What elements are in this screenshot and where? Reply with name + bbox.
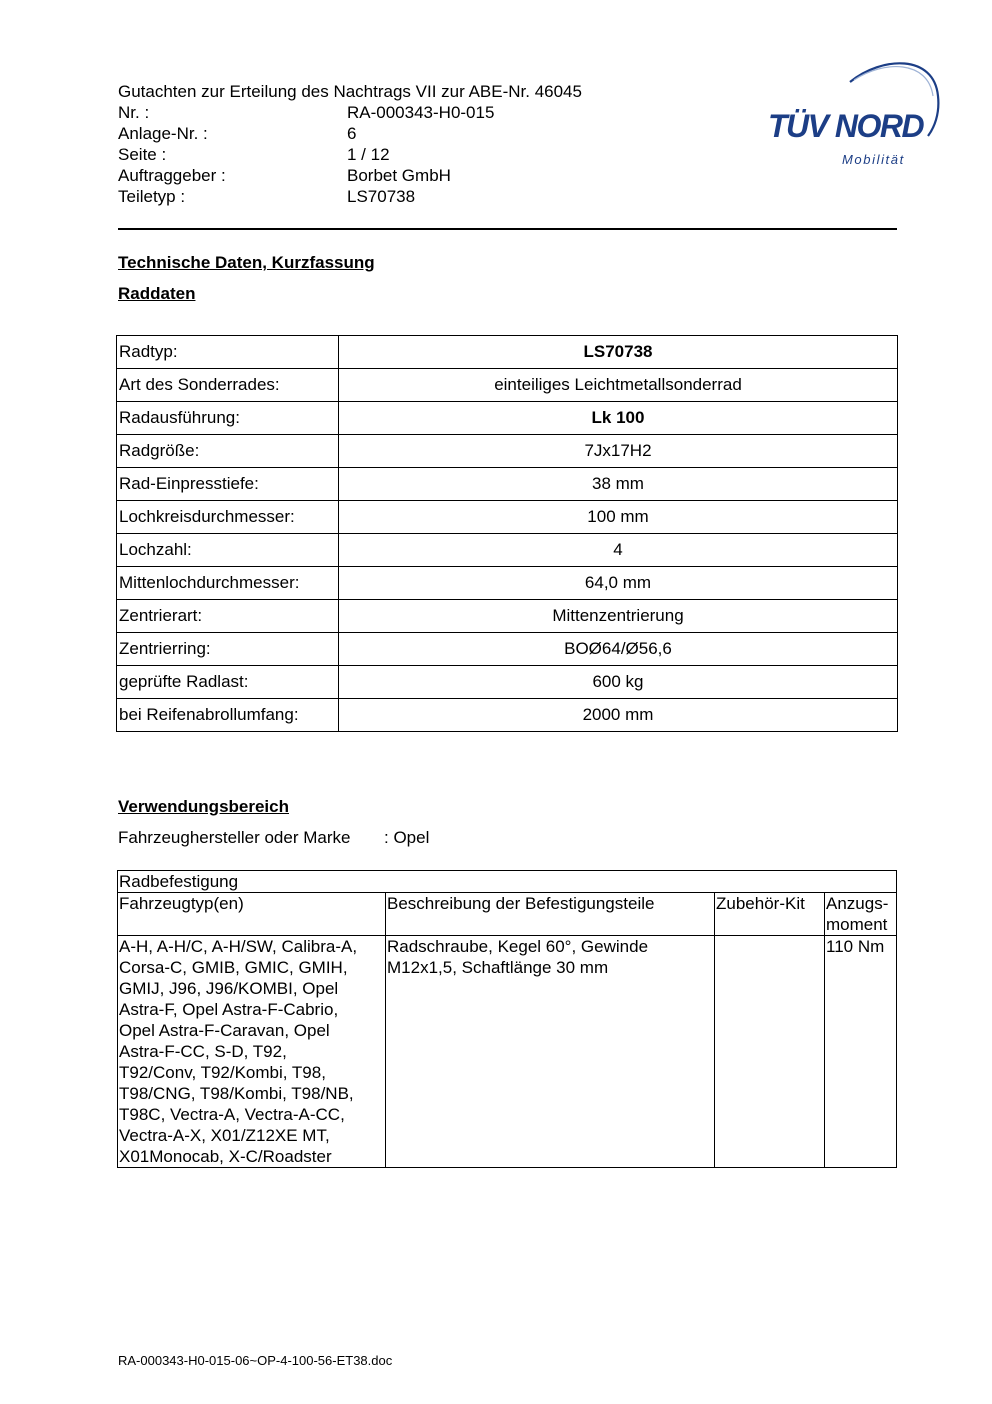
header-label: Nr. : (118, 103, 150, 122)
table-row (117, 699, 898, 732)
header-row-nr (118, 102, 494, 123)
row-value: 100 mm (339, 501, 898, 534)
cell-beschreibung (386, 936, 715, 1168)
row-value: 2000 mm (339, 699, 898, 732)
vehicle-types-line: Astra-F-CC, S-D, T92, (119, 1042, 287, 1061)
logo-brand: TÜV NORD (768, 108, 924, 144)
header-row-anlage (118, 123, 494, 144)
row-value: LS70738 (339, 336, 898, 369)
description-line: Radschraube, Kegel 60°, Gewinde (387, 937, 649, 956)
header-row-seite (118, 144, 494, 165)
header-label: Anlage-Nr. : (118, 124, 208, 143)
cell-fahrzeugtypen (118, 936, 386, 1168)
vehicle-types-line: Corsa-C, GMIB, GMIC, GMIH, (119, 958, 348, 977)
header-value: 1 / 12 (347, 145, 390, 164)
vehicle-types-line: A-H, A-H/C, A-H/SW, Calibra-A, (119, 937, 358, 956)
vehicle-types-line: T98C, Vectra-A, Vectra-A-CC, (119, 1105, 345, 1124)
row-value: 600 kg (339, 666, 898, 699)
row-label: Radtyp: (117, 336, 339, 369)
table-header-row (118, 893, 897, 936)
table-row (117, 567, 898, 600)
row-value: Lk 100 (339, 402, 898, 435)
section-heading-technik: Technische Daten, Kurzfassung (118, 253, 375, 272)
header-row-auftraggeber (118, 165, 494, 186)
header-label: Teiletyp : (118, 187, 186, 206)
vehicle-types-line: X01Monocab, X-C/Roadster (119, 1147, 332, 1166)
description-line: M12x1,5, Schaftlänge 30 mm (387, 958, 609, 977)
row-label: Radausführung: (117, 402, 339, 435)
cell-anzugsmoment: 110 Nm (825, 936, 897, 1168)
row-label: Art des Sonderrades: (117, 369, 339, 402)
tuv-nord-logo (762, 56, 952, 176)
vehicle-types-line: Vectra-A-X, X01/Z12XE MT, (119, 1126, 330, 1145)
manufacturer-line (118, 828, 429, 848)
header-info (118, 102, 494, 207)
row-label: Mittenlochdurchmesser: (117, 567, 339, 600)
vehicle-types-line: GMIJ, J96, J96/KOMBI, Opel (119, 979, 339, 998)
header-label: Auftraggeber : (118, 166, 226, 185)
manufacturer-value: : Opel (384, 828, 430, 847)
vehicle-types-line: T92/Conv, T92/Kombi, T98, (119, 1063, 326, 1082)
row-label: Radgröße: (117, 435, 339, 468)
radbefestigung-table (117, 870, 897, 1168)
row-label: Lochzahl: (117, 534, 339, 567)
header-divider (118, 228, 897, 230)
table-row (117, 633, 898, 666)
column-header-zubehoer: Zubehör-Kit (715, 893, 825, 936)
table-row (117, 666, 898, 699)
row-label: geprüfte Radlast: (117, 666, 339, 699)
section-heading-verwendung: Verwendungsbereich (118, 797, 289, 816)
row-label: Zentrierart: (117, 600, 339, 633)
table-row (117, 468, 898, 501)
header-value: RA-000343-H0-015 (347, 103, 495, 122)
vehicle-types-line: Astra-F, Opel Astra-F-Cabrio, (119, 1000, 339, 1019)
report-title: Gutachten zur Erteilung des Nachtrags VII zur ABE-Nr. 46045 (118, 82, 582, 101)
header-value: Borbet GmbH (347, 166, 451, 185)
cell-zubehoer-kit (715, 936, 825, 1168)
manufacturer-label: Fahrzeughersteller oder Marke (118, 828, 351, 847)
row-value: BOØ64/Ø56,6 (339, 633, 898, 666)
footer-filename: RA-000343-H0-015-06~OP-4-100-56-ET38.doc (118, 1353, 393, 1368)
vehicle-types-line: Opel Astra-F-Caravan, Opel (119, 1021, 330, 1040)
header-label: Seite : (118, 145, 167, 164)
row-label: Lochkreisdurchmesser: (117, 501, 339, 534)
row-value: einteiliges Leichtmetallsonderrad (339, 369, 898, 402)
row-label: Zentrierring: (117, 633, 339, 666)
column-header-fahrzeugtyp: Fahrzeugtyp(en) (118, 893, 386, 936)
row-label: bei Reifenabrollumfang: (117, 699, 339, 732)
column-header-beschreibung: Beschreibung der Befestigungsteile (386, 893, 715, 936)
table-row (117, 435, 898, 468)
table-row (117, 501, 898, 534)
table-row (117, 336, 898, 369)
row-value: 7Jx17H2 (339, 435, 898, 468)
logo-subtitle: Mobilität (842, 152, 905, 167)
column-header-anzugsmoment: Anzugs- moment (825, 893, 897, 936)
row-value: 64,0 mm (339, 567, 898, 600)
row-value: Mittenzentrierung (339, 600, 898, 633)
header-value: 6 (347, 124, 357, 143)
table-row (117, 600, 898, 633)
table-title-row (118, 871, 897, 893)
section-heading-raddaten: Raddaten (118, 284, 196, 303)
row-value: 38 mm (339, 468, 898, 501)
row-label: Rad-Einpresstiefe: (117, 468, 339, 501)
table-row (117, 534, 898, 567)
row-value: 4 (339, 534, 898, 567)
table-title: Radbefestigung (118, 871, 897, 893)
table-row (117, 402, 898, 435)
header-row-teiletyp (118, 186, 494, 207)
header-value: LS70738 (347, 187, 416, 206)
table-row (118, 936, 897, 1168)
table-row (117, 369, 898, 402)
raddaten-table (116, 335, 898, 732)
vehicle-types-line: T98/CNG, T98/Kombi, T98/NB, (119, 1084, 354, 1103)
